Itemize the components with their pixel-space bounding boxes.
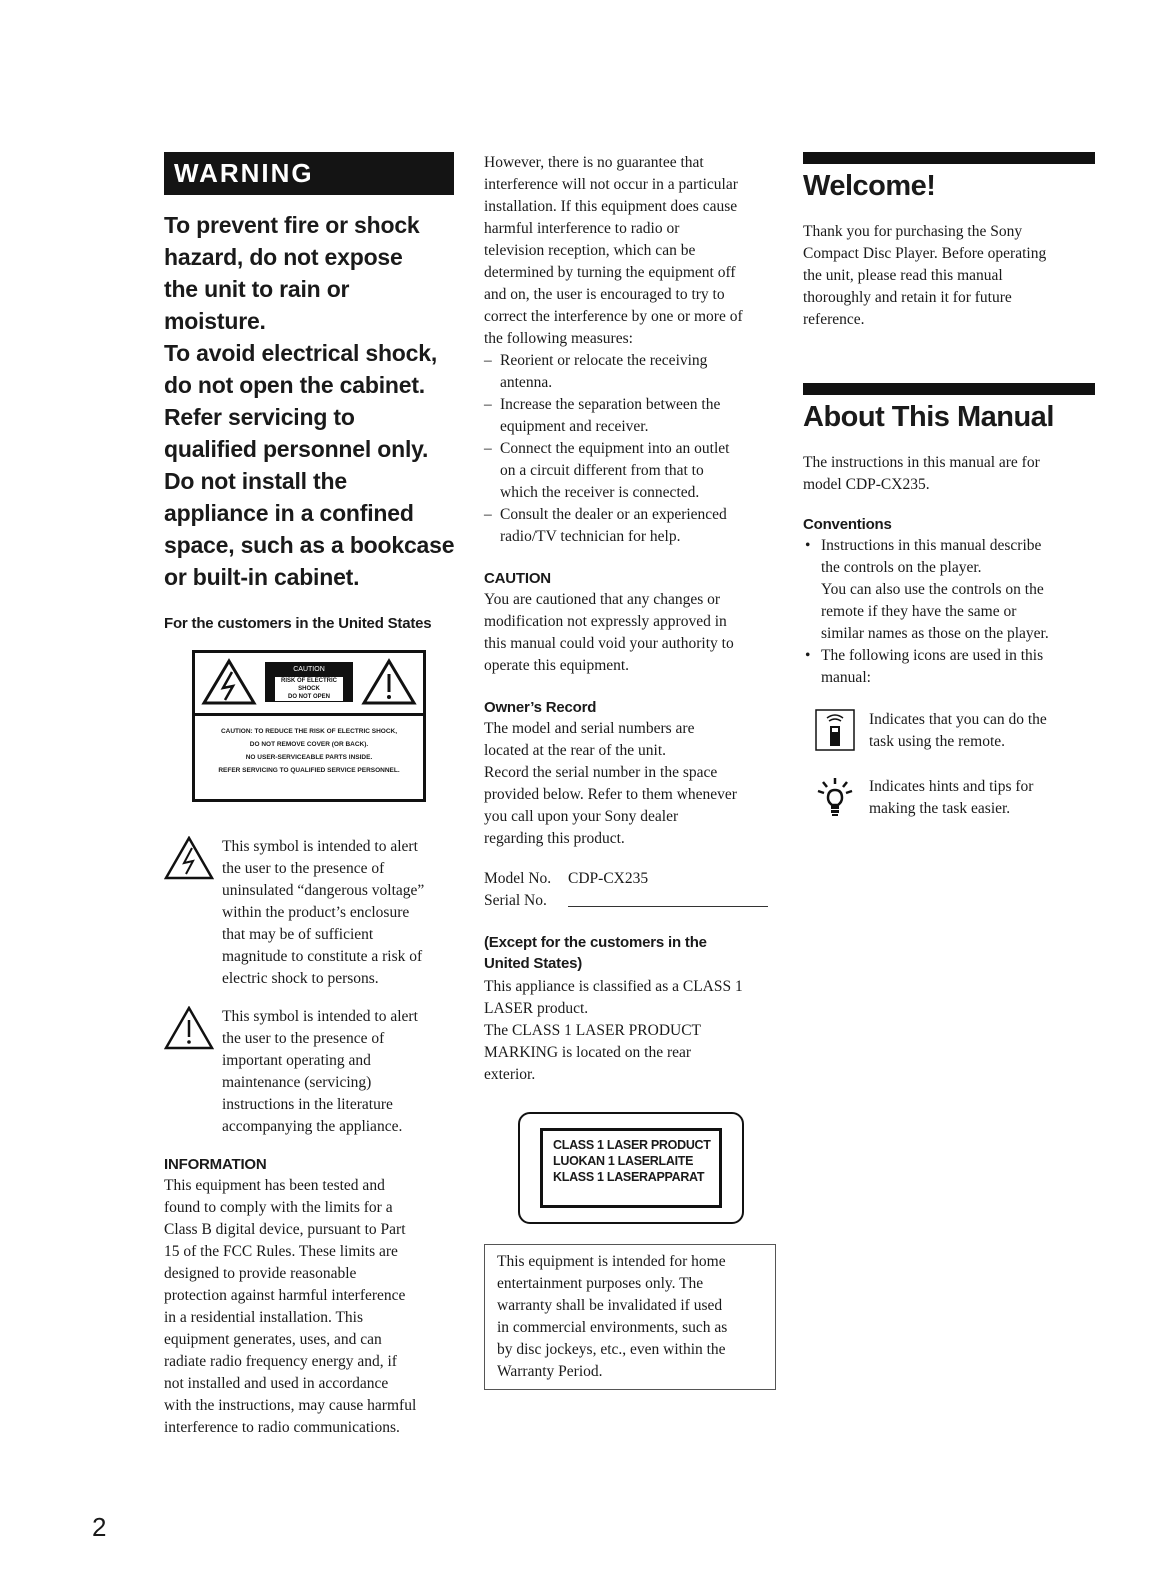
left-column [164,152,456,1439]
tip-icon-legend: Indicates hints and tips for making the task easier. [803,776,1095,823]
exclamation-symbol-explanation: This symbol is intended to alert the user to the presence of important operating and maintenance (servicing) instructions in the literature accompanying the appliance. [164,1006,456,1138]
about-text: The instructions in this manual are for model CDP-CX235. [803,454,1040,493]
caution-label-sub2: DO NOT OPEN [287,694,330,700]
about-title: About This Manual [803,401,1054,433]
right-column [803,152,1095,823]
laser-product-label [518,1112,744,1224]
page-number: 2 [92,1512,107,1542]
model-value: CDP-CX235 [568,870,649,887]
caution-label-center [265,662,353,702]
information-text: This equipment has been tested and found to comply with the limits for a Class B digital device, pursuant to Part 15 of the FCC Rules. These limits are designed to provide reasonable protection against harmful interference in a residential installation. This equipment generates, uses, and can radiate radio frequency energy and, if not installed and used in accordance with the instructions, may cause harmful interference to radio communications. [164,1177,417,1436]
list-item: – Consult the dealer or an experienced radio/TV technician for help. [484,504,776,548]
model-serial-block [484,868,776,912]
caution-text: You are cautioned that any changes or modification not expressly approved in this manual could void your authority to operate this equipment. [484,591,734,674]
lightning-warning-icon [201,658,257,706]
serial-blank-line [568,890,768,907]
except-text: This appliance is classified as a CLASS 1 LASER product. The CLASS 1 LASER PRODUCT MARKING is located on the rear exterior. [484,978,743,1083]
owners-record-heading: Owner’s Record [484,699,597,716]
exclamation-warning-icon [361,658,417,706]
us-customers-heading: For the customers in the United States [164,615,432,632]
measures-list [484,350,776,548]
caution-heading: CAUTION [484,570,551,587]
list-item: – Connect the equipment into an outlet on a circuit different from that to which the receiver is connected. [484,438,776,504]
caution-label [192,650,426,802]
welcome-title: Welcome! [803,170,936,202]
list-item: – Increase the separation between the equipment and receiver. [484,394,776,438]
model-label: Model No. [484,870,552,887]
caution-label-body: CAUTION: TO REDUCE THE RISK OF ELECTRIC SHOCK, DO NOT REMOVE COVER (OR BACK). NO USER-SERVICEABLE PARTS INSIDE. REFER SERVICING TO QUALIFIED SERVICE PERSONNEL. [218,728,400,774]
list-item: • The following icons are used in this manual: [803,645,1095,689]
except-heading: (Except for the customers in the United States) [484,934,707,972]
laser-label-line: KLASS 1 LASERAPPARAT [553,1170,705,1184]
information-heading: INFORMATION [164,1156,267,1173]
remote-icon-legend: Indicates that you can do the task using the remote. [803,709,1095,756]
warranty-notice-box: This equipment is intended for home entertainment purposes only. The warranty shall be invalidated if used in commercial environments, such as by disc jockeys, etc., even within the Warranty Period. [484,1244,776,1390]
owners-record-text: The model and serial numbers are located at the rear of the unit. Record the serial number in the space provided below. Refer to them whenever you call upon your Sony dealer regarding this product. [484,720,737,847]
conventions-heading: Conventions [803,516,892,533]
serial-label: Serial No. [484,892,547,909]
caution-label-title: CAUTION [293,666,325,673]
list-item: • Instructions in this manual describe the controls on the player. You can also use the controls on the remote if they have the same or similar names as those on the player. [803,535,1095,645]
welcome-text: Thank you for purchasing the Sony Compact Disc Player. Before operating the unit, please read this manual thoroughly and retain it for future reference. [803,223,1047,328]
warning-banner: WARNING [164,152,454,195]
lightning-symbol-explanation: This symbol is intended to alert the user to the presence of uninsulated “dangerous voltage” within the product’s enclosure that may be of sufficient magnitude to constitute a risk of electric shock to persons. [164,836,456,990]
lightning-warning-icon [164,836,214,880]
caution-label-sub1: RISK OF ELECTRIC SHOCK [280,678,337,692]
laser-label-line: LUOKAN 1 LASERLAITE [553,1154,694,1168]
exclamation-warning-icon [164,1006,214,1050]
laser-label-line: CLASS 1 LASER PRODUCT [553,1138,711,1152]
lightbulb-tip-icon [815,776,855,818]
list-item: – Reorient or relocate the receiving antenna. [484,350,776,394]
remote-icon [815,709,855,751]
warning-text: To prevent fire or shock hazard, do not expose the unit to rain or moisture. To avoid electrical shock, do not open the cabinet. Refer servicing to qualified personnel only. Do not install the appliance in a confined space, such as a bookcase or built-in cabinet. [164,212,455,590]
middle-column [484,152,776,1390]
section-rule [803,383,1095,395]
interference-text: However, there is no guarantee that interference will not occur in a particular installation. If this equipment does cause harmful interference to radio or television reception, which can be determined by turning the equipment off and on, the user is encouraged to try to correct the interference by one or more of the following measures: [484,154,743,347]
conventions-list [803,535,1095,689]
section-rule [803,152,1095,164]
